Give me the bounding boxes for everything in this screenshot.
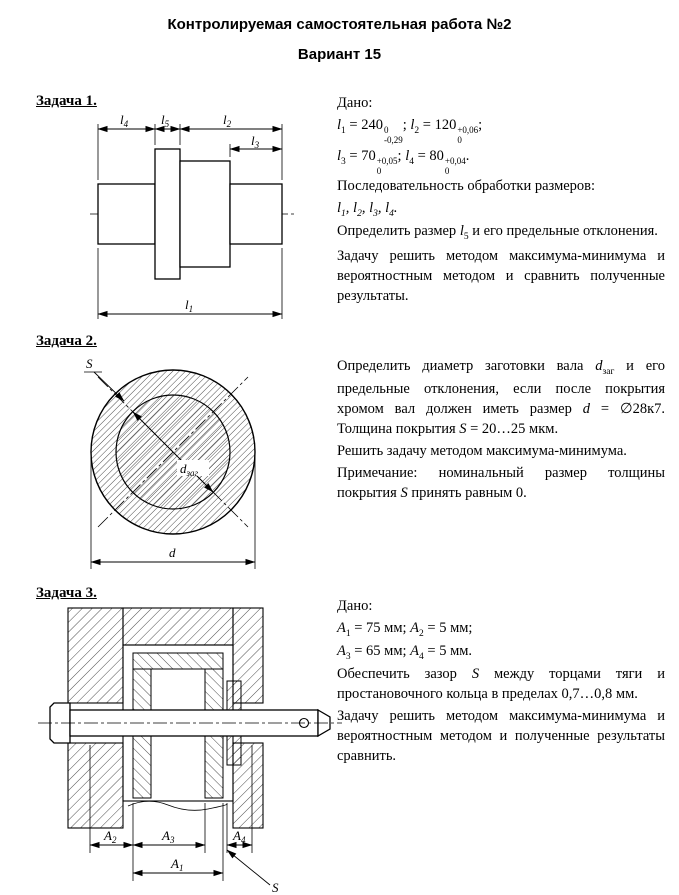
dim-label-d: d: [169, 545, 176, 560]
task1-sequence: $l_1$, $l_2$, $l_3$, $l_4$.: [337, 200, 398, 220]
task2-note: Примечание: номинальный размер толщины покрытия S принять равным 0.: [337, 465, 665, 501]
dim-label-l3: $l_3$: [251, 133, 260, 150]
task1-text: [337, 93, 665, 308]
task3-given-line2: $A_3 = 65$ мм; $A_4 = 5$ мм.: [337, 643, 473, 662]
task3-label: Задача 3.: [36, 585, 97, 601]
task1-sequence-label: Последовательность обработки размеров:: [337, 178, 596, 195]
task1-shaft-outline: [98, 149, 282, 279]
dim-label-l4: $l_4$: [120, 112, 129, 129]
task2-problem: Определить диаметр заготовки вала $d_{заг}$ и его предельные отклонения, если после покрытия хромом вал должен иметь размер d = ∅28к7. Толщина покрытия S = 20…25 мкм.: [337, 358, 665, 437]
tolerance-stack: +0,04 0: [444, 155, 466, 177]
dim-label-a4: $A_4$: [233, 828, 246, 845]
task1-given-label: Дано:: [337, 95, 373, 111]
task1-label: Задача 1.: [36, 93, 97, 109]
tolerance-stack: 0 -0,29: [383, 125, 403, 146]
task3-method: Задачу решить методом максимума-минимума и вероятностным методом и полученные результаты сравнить.: [337, 708, 665, 764]
dim-label-l2: $l_2$: [223, 112, 232, 129]
task2-method: Решить задачу методом максимума-минимума.: [337, 443, 627, 459]
task1-method: Задачу решить методом максимума-минимума и вероятностным методом и сравнить полученные результаты.: [337, 248, 665, 305]
task1-given-line1: $l_1 = 240$ 0 -0,29 ; $l_2 = 120$ +0,06 0 ;: [337, 117, 483, 146]
dim-label-a3: $A_3$: [162, 828, 175, 845]
tolerance-stack: +0,05 0: [376, 155, 398, 177]
tolerance-stack: +0,06 0: [457, 125, 479, 146]
task1-drawing: [90, 104, 300, 334]
task3-text: [337, 596, 665, 768]
page-title: Контролируемая самостоятельная работа №2: [167, 16, 512, 33]
task1-find: Определить размер $l_5$ и его предельные отклонения.: [337, 223, 658, 243]
task3-given-label: Дано:: [337, 598, 373, 614]
task3-drawing: [28, 593, 348, 895]
dim-label-l5: $l_5$: [161, 112, 170, 129]
task2-label: Задача 2.: [36, 333, 97, 349]
coating-thickness-label-s: S: [86, 356, 93, 371]
task2-text: [337, 356, 665, 505]
dim-label-dzag: $d_{заг}$: [180, 461, 199, 478]
dim-label-a2: $A_2$: [104, 828, 117, 845]
dim-label-l1: $l_1$: [185, 297, 194, 314]
task3-given-line1: $A_1 = 75$ мм; $A_2 = 5$ мм;: [337, 620, 473, 639]
dim-label-a1: $A_1$: [171, 856, 184, 873]
task2-drawing: [58, 352, 298, 582]
break-line: [128, 801, 227, 810]
gap-label-s: S: [272, 880, 279, 895]
task3-requirement: Обеспечить зазор S между торцами тяги и простановочного кольца в пределах 0,7…0,8 мм.: [337, 666, 665, 702]
page-subtitle: Вариант 15: [297, 46, 382, 63]
task1-given-line2: $l_3 = 70$ +0,05 0 ; $l_4 = 80$ +0,04 0 .: [337, 147, 470, 177]
